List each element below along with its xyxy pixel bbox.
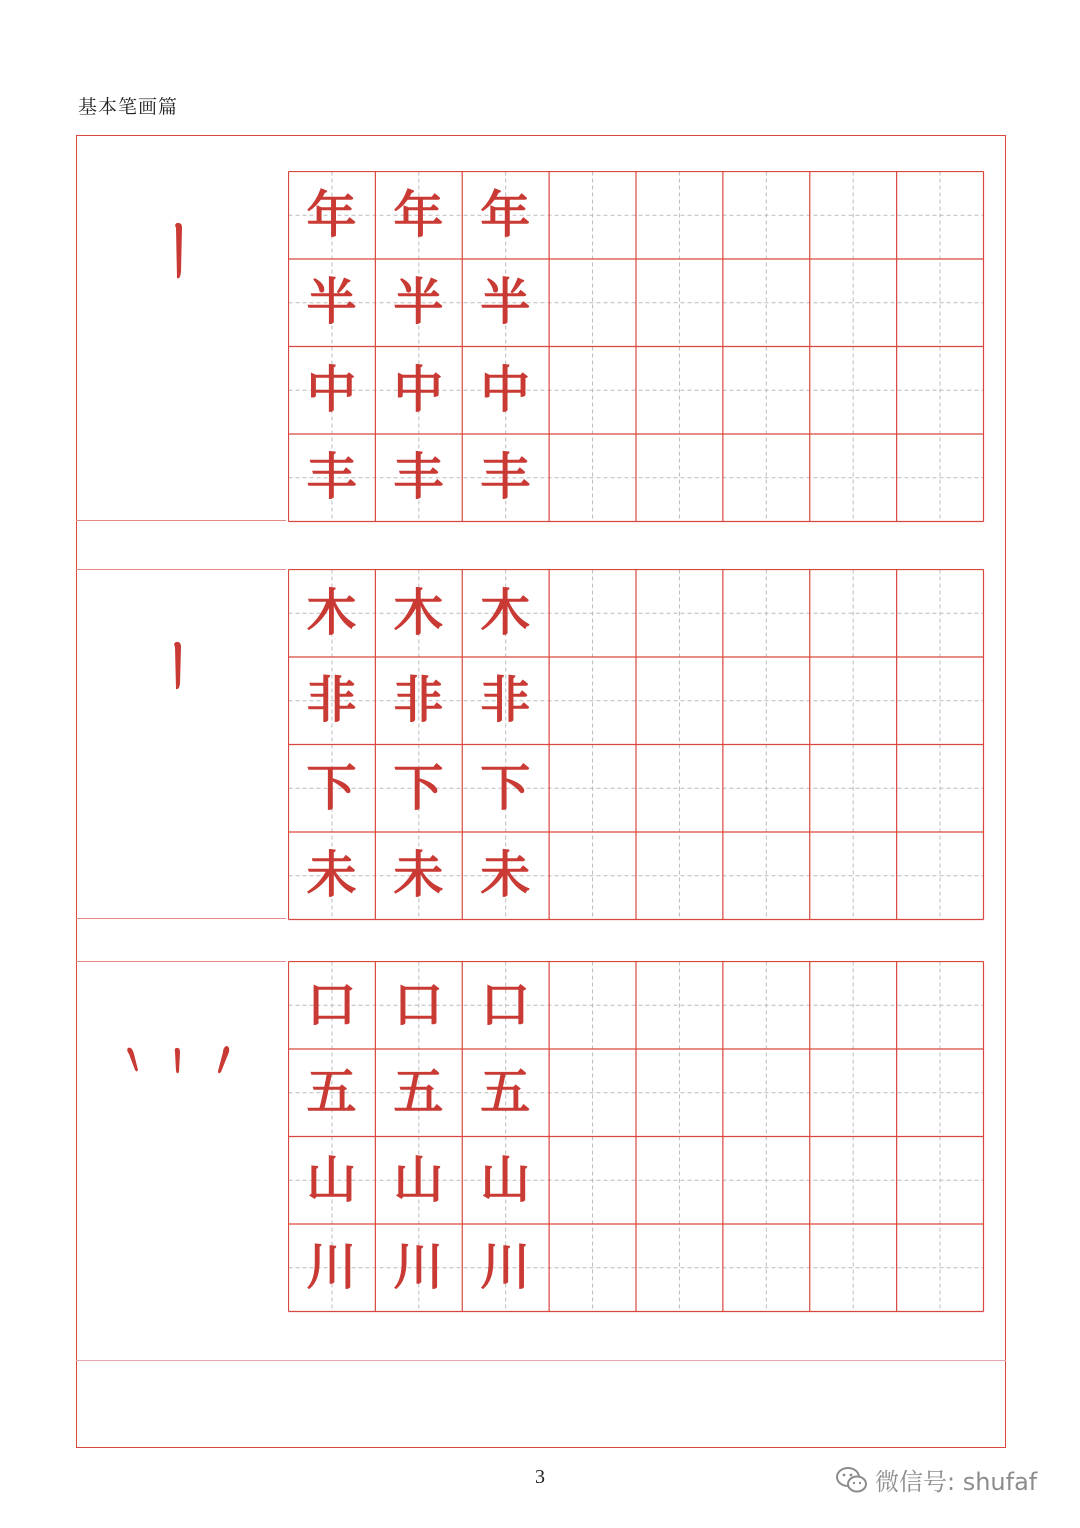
page-header-title: 基本笔画篇: [78, 96, 179, 118]
practice-character: 中: [480, 359, 531, 419]
practice-character: 下: [393, 757, 444, 817]
practice-character: 口: [393, 974, 444, 1034]
practice-grid: [288, 171, 983, 521]
practice-character: 下: [480, 757, 531, 817]
dot-strokes-icon: [120, 1040, 240, 1080]
practice-character: 非: [480, 670, 531, 730]
practice-character: 口: [306, 974, 357, 1034]
practice-grid: [288, 961, 983, 1311]
practice-character: 年: [480, 184, 531, 244]
section-divider: [76, 918, 286, 919]
practice-character: 年: [393, 184, 444, 244]
practice-character: 山: [480, 1149, 531, 1209]
practice-character: 川: [480, 1237, 531, 1297]
page-number: 3: [535, 1466, 545, 1488]
section-divider: [76, 569, 286, 570]
practice-character: 口: [480, 974, 531, 1034]
section-divider: [76, 520, 286, 521]
practice-character: 未: [480, 845, 531, 905]
practice-character: 半: [306, 272, 357, 332]
practice-character: 五: [393, 1062, 444, 1122]
wechat-icon: [835, 1465, 869, 1495]
practice-character: 中: [306, 359, 357, 419]
practice-character: 未: [393, 845, 444, 905]
practice-character: 半: [393, 272, 444, 332]
practice-character: 丰: [306, 447, 357, 507]
practice-character: 中: [393, 359, 444, 419]
practice-character: 未: [306, 845, 357, 905]
practice-character: 五: [480, 1062, 531, 1122]
practice-character: 年: [306, 184, 357, 244]
practice-character: 川: [393, 1237, 444, 1297]
practice-character: 下: [306, 757, 357, 817]
short-vertical-stroke-icon: [168, 640, 192, 692]
practice-character: 木: [480, 582, 531, 642]
practice-character: 半: [480, 272, 531, 332]
practice-character: 丰: [480, 447, 531, 507]
footer-divider: [76, 1360, 1006, 1361]
practice-character: 木: [306, 582, 357, 642]
practice-character: 川: [306, 1237, 357, 1297]
practice-character: 山: [393, 1149, 444, 1209]
section-divider: [76, 961, 286, 962]
watermark-text: 微信号: shufaf: [875, 1468, 1038, 1496]
practice-character: 山: [306, 1149, 357, 1209]
practice-character: 非: [393, 670, 444, 730]
practice-character: 丰: [393, 447, 444, 507]
practice-character: 五: [306, 1062, 357, 1122]
practice-grid: [288, 569, 983, 919]
watermark: [835, 1462, 1037, 1497]
vertical-stroke-icon: [168, 220, 192, 282]
practice-character: 木: [393, 582, 444, 642]
practice-character: 非: [306, 670, 357, 730]
